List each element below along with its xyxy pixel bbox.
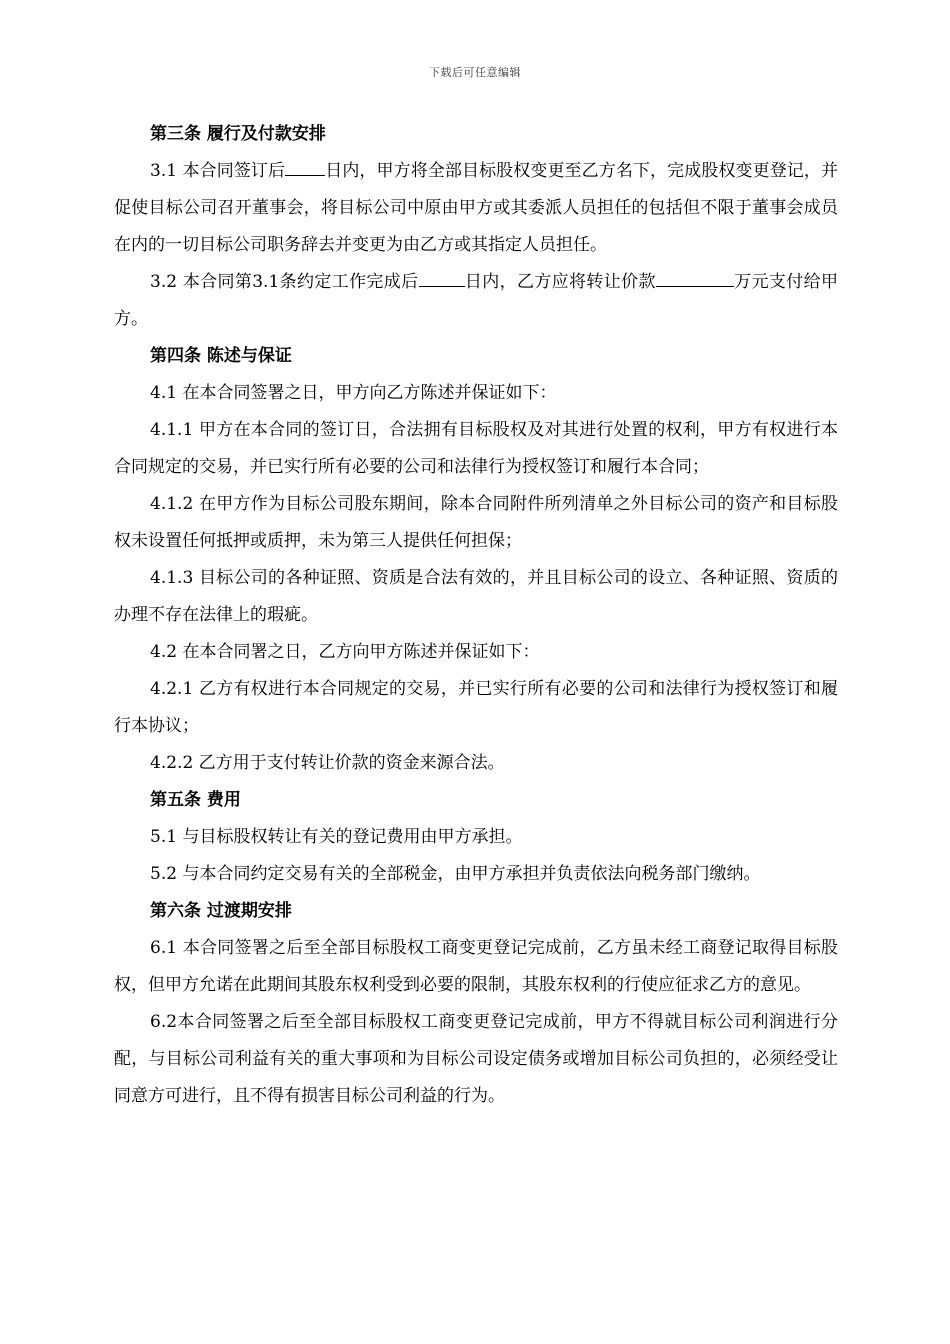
article-title-5: 第五条 费用 — [150, 790, 241, 810]
clause-4-2-1: 4.2.1 乙方有权进行本合同规定的交易，并已实行所有必要的公司和法律行为授权签订和履行本协议； — [114, 679, 838, 736]
clause-5-1: 5.1 与目标股权转让有关的登记费用由甲方承担。 — [150, 827, 523, 847]
article-title-4: 第四条 陈述与保证 — [150, 346, 292, 366]
clause-3-1: 3.1 本合同签订后 日内，甲方将全部目标股权变更至乙方名下，完成股权变更登记，并促使目标公司召开董事会，将目标公司中原由甲方或其委派人员担任的包括但不限于董事会成员在内的一切目标公司职务辞去并变更为由乙方或其指定人员担任。 — [114, 153, 838, 264]
blank-amount-3-2 — [656, 268, 734, 287]
page-header: 下载后可任意编辑 — [429, 66, 521, 79]
clause-6-1: 6.1 本合同签署之后至全部目标股权工商变更登记完成前，乙方虽未经工商登记取得目标股权，但甲方允诺在此期间其股东权利受到必要的限制，其股东权利的行使应征求乙方的意见。 — [114, 938, 838, 995]
article-title-6: 第六条 过渡期安排 — [150, 901, 292, 921]
clause-4-1-1: 4.1.1 甲方在本合同的签订日，合法拥有目标股权及对其进行处置的权利，甲方有权进行本合同规定的交易，并已实行所有必要的公司和法律行为授权签订和履行本合同； — [114, 420, 838, 477]
blank-days-3-1 — [285, 157, 325, 176]
clause-4-2: 4.2 在本合同署之日，乙方向甲方陈述并保证如下： — [150, 642, 540, 662]
blank-days-3-2 — [419, 268, 465, 287]
clause-6-2: 6.2本合同签署之后至全部目标股权工商变更登记完成前，甲方不得就目标公司利润进行分配，与目标公司利益有关的重大事项和为目标公司设定债务或增加目标公司负担的，必须经受让同意方可进行，且不得有损害目标公司利益的行为。 — [114, 1012, 838, 1106]
clause-5-2: 5.2 与本合同约定交易有关的全部税金，由甲方承担并负责依法向税务部门缴纳。 — [150, 864, 761, 884]
clause-4-1-2: 4.1.2 在甲方作为目标公司股东期间，除本合同附件所列清单之外目标公司的资产和目标股权未设置任何抵押或质押，未为第三人提供任何担保； — [114, 494, 838, 551]
clause-4-1: 4.1 在本合同签署之日，甲方向乙方陈述并保证如下： — [150, 383, 557, 403]
document-body — [114, 116, 838, 1115]
clause-3-2: 3.2 本合同第3.1条约定工作完成后 日内，乙方应将转让价款 万元支付给甲方。 — [114, 264, 838, 338]
article-title-3: 第三条 履行及付款安排 — [150, 124, 326, 144]
clause-4-2-2: 4.2.2 乙方用于支付转让价款的资金来源合法。 — [150, 753, 505, 773]
clause-4-1-3: 4.1.3 目标公司的各种证照、资质是合法有效的，并且目标公司的设立、各种证照、资质的办理不存在法律上的瑕疵。 — [114, 568, 838, 625]
